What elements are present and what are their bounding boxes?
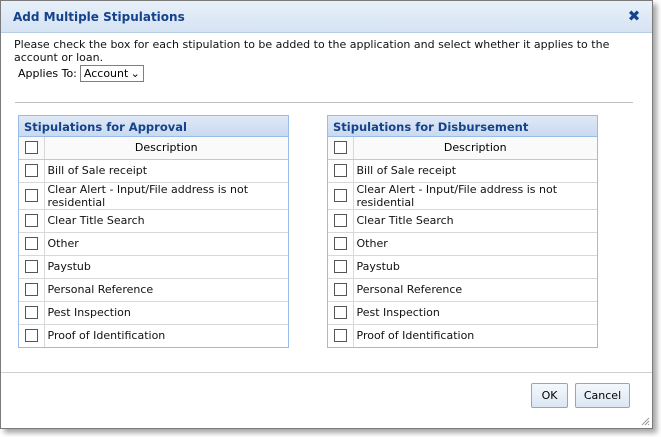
disbursement-stipulation-row[interactable] xyxy=(328,232,597,255)
approval-stipulation-label: Pest Inspection xyxy=(44,301,288,324)
approval-stipulation-row[interactable] xyxy=(19,209,288,232)
disbursement-stipulation-row[interactable] xyxy=(328,159,597,182)
disbursement-grid xyxy=(327,115,598,348)
approval-select-all-checkbox[interactable] xyxy=(25,141,38,154)
approval-stipulation-row[interactable] xyxy=(19,324,288,347)
approval-stipulation-label: Other xyxy=(44,232,288,255)
disbursement-stipulation-label: Personal Reference xyxy=(353,278,597,301)
approval-stipulation-checkbox[interactable] xyxy=(25,283,38,296)
approval-stipulation-row[interactable] xyxy=(19,301,288,324)
approval-stipulation-checkbox[interactable] xyxy=(25,260,38,273)
applies-to-label: Applies To: xyxy=(18,67,77,80)
disbursement-stipulation-checkbox[interactable] xyxy=(334,189,347,202)
approval-stipulation-checkbox[interactable] xyxy=(25,237,38,250)
disbursement-stipulation-checkbox[interactable] xyxy=(334,260,347,273)
disbursement-stipulation-row[interactable] xyxy=(328,182,597,209)
disbursement-stipulation-checkbox[interactable] xyxy=(334,214,347,227)
disbursement-stipulation-checkbox[interactable] xyxy=(334,237,347,250)
disbursement-stipulation-checkbox[interactable] xyxy=(334,329,347,342)
disbursement-grid-title: Stipulations for Disbursement xyxy=(328,116,597,137)
resize-grip-icon[interactable] xyxy=(640,416,650,426)
disbursement-rows xyxy=(328,159,597,347)
disbursement-stipulation-label: Paystub xyxy=(353,255,597,278)
approval-description-header: Description xyxy=(44,137,288,159)
applies-to-select[interactable] xyxy=(80,65,144,82)
disbursement-select-all-checkbox[interactable] xyxy=(334,141,347,154)
disbursement-stipulation-label: Proof of Identification xyxy=(356,329,475,343)
approval-stipulation-label: Proof of Identification xyxy=(47,329,166,343)
disbursement-stipulation-checkbox[interactable] xyxy=(334,283,347,296)
approval-stipulation-row[interactable] xyxy=(19,182,288,209)
approval-stipulation-label: Personal Reference xyxy=(44,278,288,301)
disbursement-stipulation-checkbox[interactable] xyxy=(334,164,347,177)
approval-stipulation-checkbox[interactable] xyxy=(25,329,38,342)
disbursement-stipulation-row[interactable] xyxy=(328,324,597,347)
approval-stipulation-checkbox[interactable] xyxy=(25,164,38,177)
close-icon[interactable]: ✖ xyxy=(627,7,641,25)
disbursement-stipulation-label: Clear Title Search xyxy=(353,209,597,232)
approval-stipulation-label: Bill of Sale receipt xyxy=(44,159,288,182)
dialog-title: Add Multiple Stipulations xyxy=(13,10,185,24)
chevron-down-icon: ⌄ xyxy=(130,67,140,80)
approval-stipulation-checkbox[interactable] xyxy=(25,214,38,227)
approval-stipulation-checkbox[interactable] xyxy=(25,306,38,319)
dialog-titlebar[interactable] xyxy=(1,1,652,33)
instructions-text: Please check the box for each stipulation to be added to the application and select whether it applies to the account or loan. xyxy=(14,38,610,64)
disbursement-stipulation-row[interactable] xyxy=(328,209,597,232)
footer-divider xyxy=(1,372,652,373)
approval-grid-title: Stipulations for Approval xyxy=(19,116,288,137)
applies-to-value: Account xyxy=(83,67,129,80)
approval-stipulation-row[interactable] xyxy=(19,278,288,301)
approval-stipulation-label: Clear Alert - Input/File address is not residential xyxy=(44,182,288,209)
approval-stipulation-label: Paystub xyxy=(44,255,288,278)
disbursement-description-header: Description xyxy=(353,137,597,159)
approval-stipulation-label: Clear Title Search xyxy=(44,209,288,232)
cancel-button[interactable]: Cancel xyxy=(575,383,630,408)
disbursement-stipulation-row[interactable] xyxy=(328,301,597,324)
applies-to-row xyxy=(18,65,144,82)
approval-stipulation-row[interactable] xyxy=(19,159,288,182)
ok-button[interactable]: OK xyxy=(531,383,568,408)
section-divider xyxy=(15,102,633,103)
disbursement-stipulation-row[interactable] xyxy=(328,278,597,301)
approval-grid xyxy=(18,115,289,348)
disbursement-stipulation-label: Clear Alert - Input/File address is not residential xyxy=(353,182,597,209)
disbursement-stipulation-label: Other xyxy=(353,232,597,255)
approval-stipulation-row[interactable] xyxy=(19,232,288,255)
disbursement-stipulation-row[interactable] xyxy=(328,255,597,278)
approval-rows xyxy=(19,159,288,347)
disbursement-stipulation-label: Bill of Sale receipt xyxy=(353,159,597,182)
approval-stipulation-checkbox[interactable] xyxy=(25,189,38,202)
disbursement-stipulation-label: Pest Inspection xyxy=(353,301,597,324)
approval-stipulation-row[interactable] xyxy=(19,255,288,278)
disbursement-stipulation-checkbox[interactable] xyxy=(334,306,347,319)
